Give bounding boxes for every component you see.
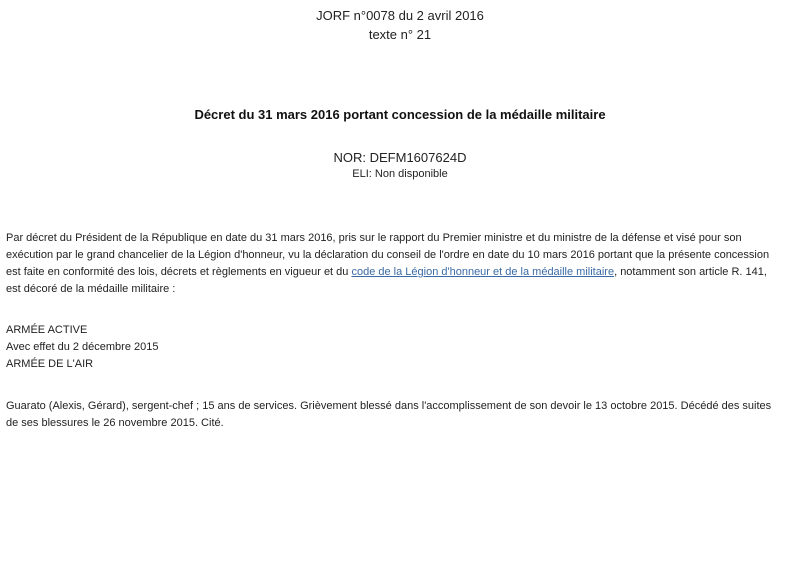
paragraph-line: Guarato (Alexis, Gérard), sergent-chef ; 15 ans de services. Grièvement blessé dans l'accomplissement de son devoir le 13 octobre 2015. Décédé des suites — [6, 400, 772, 412]
jorf-reference: JORF n°0078 du 2 avril 2016 — [316, 8, 484, 23]
decree-title: Décret du 31 mars 2016 portant concession de la médaille militaire — [194, 107, 606, 122]
paragraph-line: est décoré de la médaille militaire : — [6, 283, 176, 295]
section-headings — [6, 322, 792, 373]
paragraph-text: est faite en conformité des lois, décrets et règlements en vigueur et du — [6, 266, 352, 278]
paragraph-text: , notamment son article R. 141, — [614, 266, 767, 278]
texte-number: texte n° 21 — [368, 27, 432, 42]
recipient-paragraph — [6, 398, 792, 432]
paragraph-line: exécution par le grand chancelier de la Légion d'honneur, vu la déclaration du conseil de l'ordre en date du 10 mars 2016 portant que la présente concession — [6, 249, 770, 261]
paragraph-line: Par décret du Président de la République en date du 31 mars 2016, pris sur le rapport du Premier ministre et du ministre de la défense et visé pour son — [6, 232, 742, 244]
paragraph-line — [6, 264, 792, 281]
nor-reference: NOR: DEFM1607624D — [333, 150, 467, 165]
eli-reference: ELI: Non disponible — [352, 168, 448, 180]
paragraph-line: de ses blessures le 26 novembre 2015. Cité. — [6, 417, 224, 429]
effect-date: Avec effet du 2 décembre 2015 — [6, 341, 159, 353]
armee-active-heading: ARMÉE ACTIVE — [6, 324, 88, 336]
armee-air-heading: ARMÉE DE L'AIR — [6, 358, 94, 370]
code-legion-honneur-link[interactable]: code de la Légion d'honneur et de la médaille militaire — [351, 266, 615, 278]
decree-paragraph — [6, 230, 792, 298]
